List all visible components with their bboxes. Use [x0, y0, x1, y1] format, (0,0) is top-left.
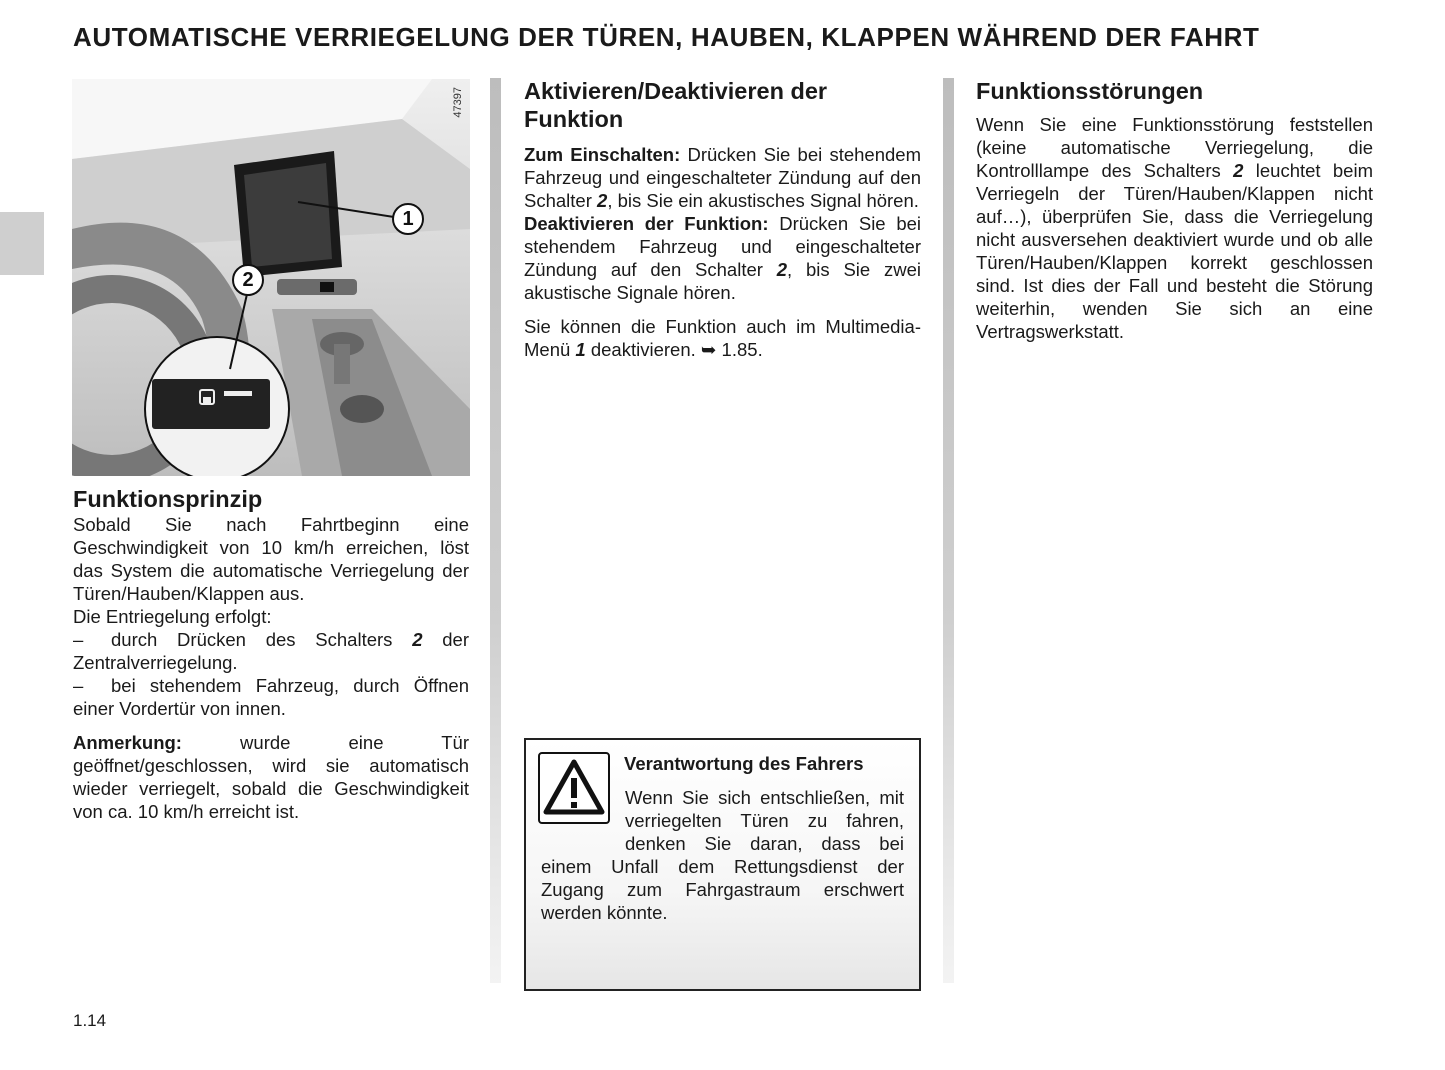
column-separator: [490, 78, 501, 983]
figure-number: 47397: [452, 87, 464, 118]
paragraph: Zum Einschalten: Drücken Sie bei stehendem Fahrzeug und eingeschalteter Zündung auf den Schalter 2, bis Sie ein akustisches Signal hören.: [524, 144, 921, 211]
column-separator: [943, 78, 954, 983]
list-item: – bei stehendem Fahrzeug, durch Öffnen einer Vordertür von innen.: [73, 675, 469, 719]
section-heading: Funktionsprinzip: [73, 486, 263, 512]
page-number: 1.14: [73, 1011, 107, 1030]
callout-1: 1: [392, 203, 424, 235]
middle-column: [524, 77, 921, 361]
section-heading: Funktionsstörungen: [976, 78, 1204, 104]
left-column: [73, 485, 469, 823]
paragraph: Wenn Sie eine Funktionsstörung feststellen (keine automatische Verriegelung, die Kontrolllampe des Schalters 2 leuchtet beim Verriegeln der Türen/Hauben/Klappen nicht auf…), überprüfen Sie, dass die Verriegelung nicht ausversehen deaktiviert wurde und ob alle Türen/Hauben/Klappen korrekt geschlossen sind. Ist dies der Fall und besteht die Störung weiterhin, wenden Sie sich an eine Vertragswerkstatt.: [976, 114, 1373, 342]
paragraph: Die Entriegelung erfolgt:: [73, 606, 272, 627]
dashboard-illustration: [72, 79, 470, 476]
list-item: – durch Drücken des Schalters 2 der Zentralverriegelung.: [73, 629, 469, 673]
warning-title: Verantwortung des Fahrers: [624, 753, 864, 774]
dashboard-drawing: [72, 79, 470, 476]
chapter-tab: [0, 212, 44, 275]
page-title: AUTOMATISCHE VERRIEGELUNG DER TÜREN, HAUBEN, KLAPPEN WÄHREND DER FAHRT: [73, 22, 1260, 52]
section-heading: Aktivieren/Deaktivieren der Funktion: [524, 78, 828, 132]
page-reference-arrow-icon: ➥: [700, 339, 717, 360]
paragraph: Sie können die Funktion auch im Multimedia-Menü 1 deaktivieren. ➥ 1.85.: [524, 316, 921, 360]
note-paragraph: Anmerkung: wurde eine Tür geöffnet/geschlossen, wird sie automatisch wieder verriegelt, sobald die Geschwindigkeit von ca. 10 km/h erreicht ist.: [73, 732, 469, 822]
right-column: [976, 77, 1373, 343]
paragraph: Deaktivieren der Funktion: Drücken Sie bei stehendem Fahrzeug und eingeschalteter Zündung auf den Schalter 2, bis Sie zwei akustische Signale hören.: [524, 213, 922, 303]
warning-box: [524, 738, 921, 991]
paragraph: Sobald Sie nach Fahrtbeginn eine Geschwindigkeit von 10 km/h erreichen, löst das System die automatische Verriegelung der Türen/Hauben/Klappen aus.: [73, 514, 469, 604]
warning-text: Wenn Sie sich entschließen, mit verriegelten Türen zu fahren, denken Sie daran, dass bei einem Unfall dem Rettungsdienst der Zugang zum Fahrgastraum erschwert werden könnte.: [541, 787, 904, 923]
callout-2: 2: [232, 264, 264, 296]
